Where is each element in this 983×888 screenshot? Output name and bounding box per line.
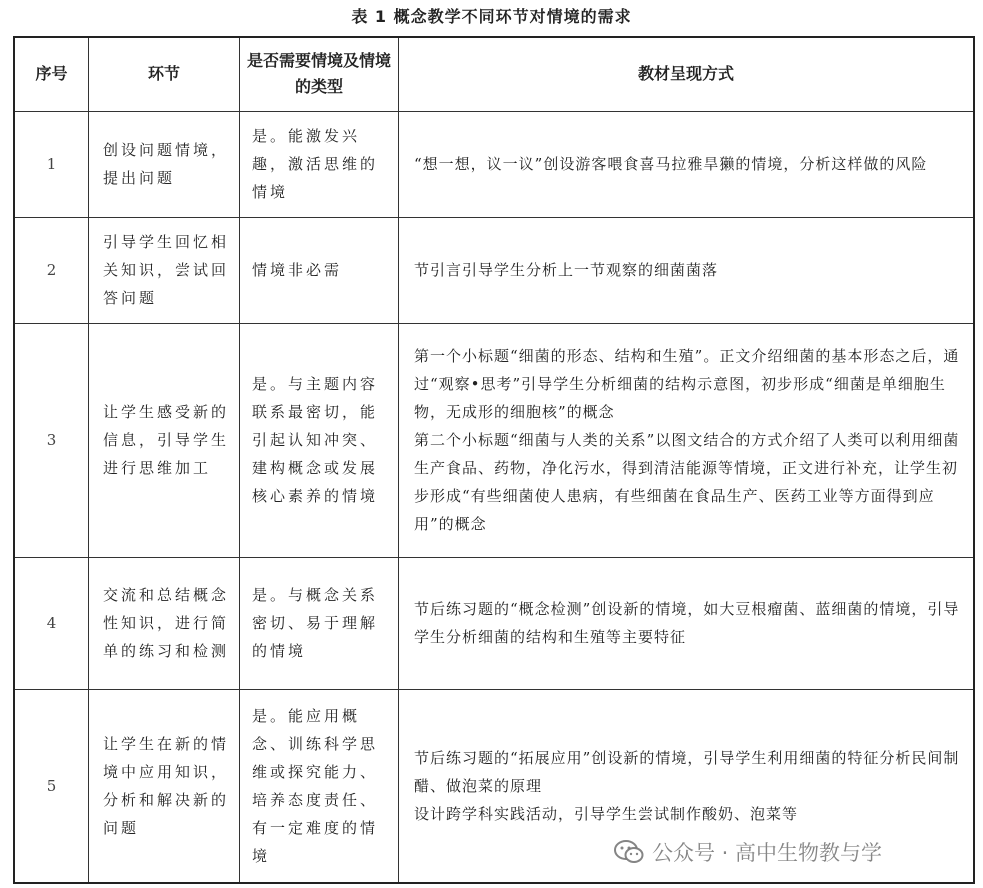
concept-teaching-table bbox=[13, 36, 975, 884]
row-step: 引导学生回忆相关知识，尝试回答问题 bbox=[89, 217, 240, 323]
row-step: 创设问题情境，提出问题 bbox=[89, 111, 240, 217]
row-context: 是。与概念关系密切、易于理解的情境 bbox=[240, 557, 399, 689]
row-number: 4 bbox=[14, 557, 89, 689]
row-presentation bbox=[399, 323, 975, 557]
row-presentation bbox=[399, 557, 975, 689]
presentation-paragraph: “想一想，议一议”创设游客喂食喜马拉雅旱獭的情境，分析这样做的风险 bbox=[414, 155, 928, 173]
row-number: 2 bbox=[14, 217, 89, 323]
header-step: 环节 bbox=[89, 37, 240, 111]
row-context: 是。能激发兴趣，激活思维的情境 bbox=[240, 111, 399, 217]
row-number: 5 bbox=[14, 689, 89, 883]
row-context: 情境非必需 bbox=[240, 217, 399, 323]
watermark bbox=[614, 837, 882, 867]
row-number: 1 bbox=[14, 111, 89, 217]
row-step: 让学生在新的情境中应用知识，分析和解决新的问题 bbox=[89, 689, 240, 883]
presentation-paragraph: 第二个小标题“细菌与人类的关系”以图文结合的方式介绍了人类可以利用细菌生产食品、药物，净化污水，得到清洁能源等情境，正文进行补充，让学生初步形成“有些细菌使人患病，有些细菌在食品生产、医药工业等方面得到应用”的概念 bbox=[414, 431, 960, 533]
presentation-paragraph: 节后练习题的“拓展应用”创设新的情境，引导学生利用细菌的特征分析民间制醋、做泡菜的原理 bbox=[414, 748, 960, 795]
row-context: 是。能应用概念、训练科学思维或探究能力、培养态度责任、有一定难度的情境 bbox=[240, 689, 399, 883]
table-row bbox=[14, 323, 974, 557]
wechat-icon bbox=[614, 839, 644, 865]
watermark-text: 公众号 · 高中生物教与学 bbox=[652, 841, 883, 865]
header-context-type-text: 是否需要情境及情境的类型 bbox=[246, 51, 391, 97]
header-context-type bbox=[240, 37, 399, 111]
row-step: 交流和总结概念性知识，进行简单的练习和检测 bbox=[89, 557, 240, 689]
table-row bbox=[14, 557, 974, 689]
row-presentation bbox=[399, 111, 975, 217]
row-context: 是。与主题内容联系最密切，能引起认知冲突、建构概念或发展核心素养的情境 bbox=[240, 323, 399, 557]
presentation-paragraph: 设计跨学科实践活动，引导学生尝试制作酸奶、泡菜等 bbox=[414, 804, 799, 823]
row-number: 3 bbox=[14, 323, 89, 557]
header-number: 序号 bbox=[14, 37, 89, 111]
row-step: 让学生感受新的信息，引导学生进行思维加工 bbox=[89, 323, 240, 557]
table-caption: 表 1 概念教学不同环节对情境的需求 bbox=[351, 7, 632, 26]
presentation-paragraph: 节后练习题的“概念检测”创设新的情境，如大豆根瘤菌、蓝细菌的情境，引导学生分析细菌的结构和生殖等主要特征 bbox=[414, 600, 960, 646]
header-row bbox=[14, 37, 974, 111]
header-presentation: 教材呈现方式 bbox=[399, 37, 975, 111]
row-presentation bbox=[399, 217, 975, 323]
presentation-paragraph: 第一个小标题“细菌的形态、结构和生殖”。正文介绍细菌的基本形态之后，通过“观察•思考”引导学生分析细菌的结构示意图，初步形成“细菌是单细胞生物，无成形的细胞核”的概念 bbox=[414, 347, 960, 421]
table-row bbox=[14, 111, 974, 217]
table-row bbox=[14, 217, 974, 323]
presentation-paragraph: 节引言引导学生分析上一节观察的细菌菌落 bbox=[414, 261, 719, 279]
